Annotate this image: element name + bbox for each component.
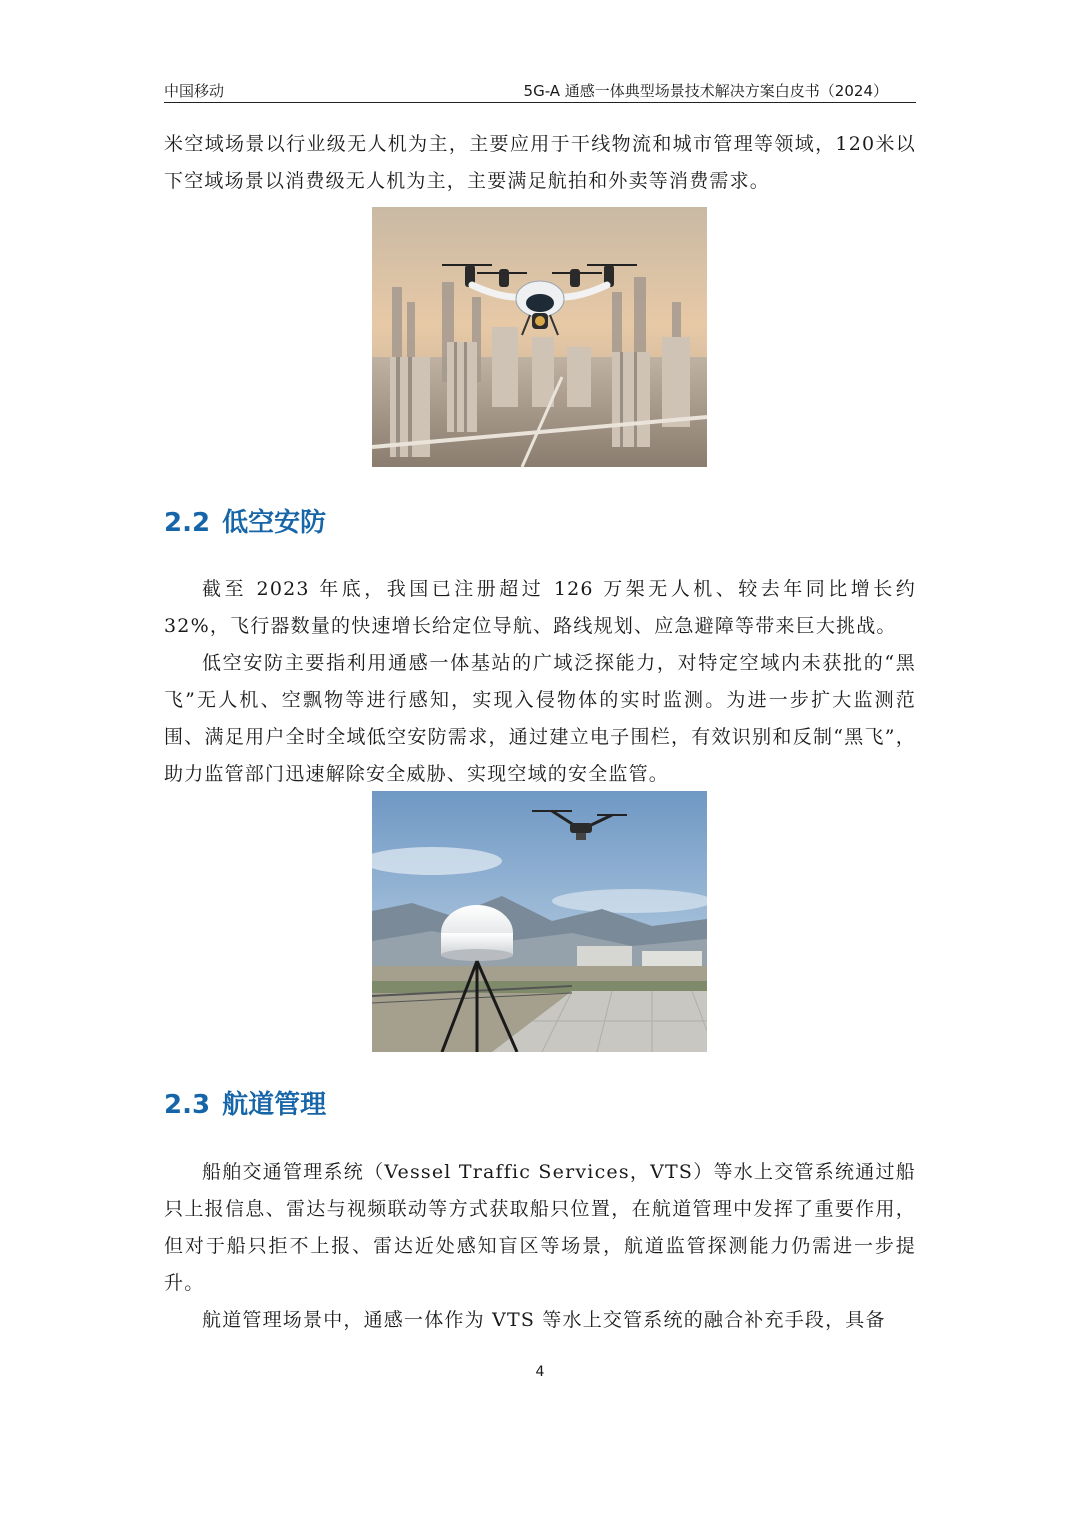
section-title: 航道管理 bbox=[222, 1090, 327, 1120]
section-heading-2-2 bbox=[164, 502, 326, 539]
page-number: 4 bbox=[535, 1364, 545, 1380]
page-header bbox=[164, 78, 916, 103]
section-heading-2-3 bbox=[164, 1084, 326, 1121]
section-number: 2.3 bbox=[164, 1090, 211, 1120]
paragraph-channel-management: 航道管理场景中，通感一体作为 VTS 等水上交管系统的融合补充手段，具备 bbox=[202, 1309, 886, 1331]
intro-paragraph: 米空域场景以行业级无人机为主，主要应用于干线物流和城市管理等领域，120米以下空域场景以消费级无人机为主，主要满足航拍和外卖等消费需求。 bbox=[164, 133, 916, 192]
section-number: 2.2 bbox=[164, 508, 211, 538]
drone-city-image bbox=[372, 207, 707, 467]
header-doc-title: 5G-A 通感一体典型场景技术解决方案白皮书（2024） bbox=[523, 82, 888, 100]
header-org: 中国移动 bbox=[164, 82, 225, 100]
radar-drone-image bbox=[372, 791, 707, 1052]
paragraph-vts: 船舶交通管理系统（Vessel Traffic Services，VTS）等水上交管系统通过船只上报信息、雷达与视频联动等方式获取船只位置，在航道管理中发挥了重要作用，但对于船只拒不上报、雷达近处感知盲区等场景，航道监管探测能力仍需进一步提升。 bbox=[164, 1161, 916, 1294]
paragraph-low-altitude-security: 低空安防主要指利用通感一体基站的广域泛探能力，对特定空域内未获批的“黑飞”无人机、空飘物等进行感知，实现入侵物体的实时监测。为进一步扩大监测范围、满足用户全时全域低空安防需求，通过建立电子围栏，有效识别和反制“黑飞”，助力监管部门迅速解除安全威胁、实现空域的安全监管。 bbox=[164, 652, 916, 785]
paragraph-drone-stats: 截至 2023 年底，我国已注册超过 126 万架无人机、较去年同比增长约 32%，飞行器数量的快速增长给定位导航、路线规划、应急避障等带来巨大挑战。 bbox=[164, 578, 916, 637]
section-title: 低空安防 bbox=[222, 508, 327, 538]
